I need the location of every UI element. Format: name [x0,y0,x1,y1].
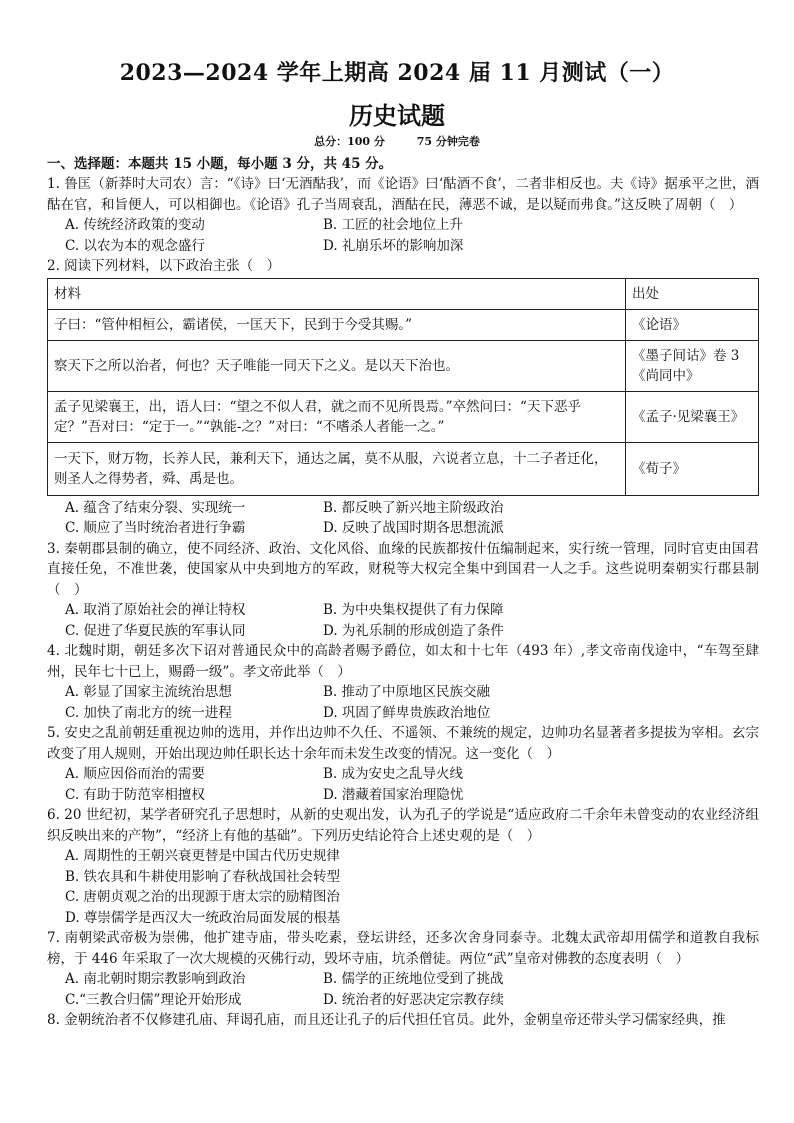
option-d: D. 反映了战国时期各思想流派 [323,520,504,536]
question-list [47,174,759,1031]
option-b: B. 都反映了新兴地主阶级政治 [323,499,504,516]
question-1-options [47,215,759,256]
option-b: B. 为中央集权提供了有力保障 [323,602,504,618]
question-7-stem: 7. 南朝梁武帝极为崇佛，他扩建寺庙，带头吃素，登坛讲经，还多次舍身同泰寺。北魏太武帝却用儒学和道教自我标榜，于 446 年采取了一次大规模的灭佛行动，毁坏寺庙，坑杀僧徒。两位“武”皇帝对佛教的态度表明（ ） [47,930,759,967]
table-row [48,309,759,340]
table-header-row [48,278,759,309]
table-row [48,442,759,495]
exam-meta [0,133,794,149]
question-7-options [47,969,759,1010]
option-c: C.“三教合归儒”理论开始形成 [65,991,242,1008]
option-a: A. 取消了原始社会的禅让特权 [65,602,246,618]
option-c: C. 促进了华夏民族的军事认同 [65,622,246,639]
table-header-source: 出处 [626,278,759,309]
question-6-options [47,846,759,928]
question-3-options [47,600,759,641]
time-limit: 75 分钟完卷 [416,135,480,148]
option-a: A. 彰显了国家主流统治思想 [65,684,232,700]
option-b: B. 工匠的社会地位上升 [323,217,464,233]
question-2-stem: 2. 阅读下列材料，以下政治主张（ ） [47,258,281,274]
option-c: C. 有助于防范宰相擅权 [65,786,205,803]
subject-title: 历史试题 [349,101,445,130]
table-cell-source: 《荀子》 [626,442,759,495]
option-a: A. 顺应因俗而治的需要 [65,766,205,782]
option-b: B. 儒学的正统地位受到了挑战 [323,971,504,987]
table-header-material: 材料 [48,278,626,309]
option-a: A. 传统经济政策的变动 [65,217,205,233]
option-d: D. 统治者的好恶决定宗教存续 [323,991,504,1008]
question-4-options [47,682,759,723]
question-5-stem: 5. 安史之乱前朝廷重视边帅的选用，并作出边帅不久任、不遥领、不兼统的规定，边帅功名显著者多提拔为宰相。玄宗改变了用人规则，开始出现边帅任职长达十余年而未发生改变的情况。这一变化（ ） [47,725,759,762]
option-c: C. 顺应了当时统治者进行争霸 [65,520,246,536]
option-d: D. 礼崩乐坏的影响加深 [323,237,464,254]
question-6-stem: 6. 20 世纪初，某学者研究孔子思想时，从新的史观出发，认为孔子的学说是“适应政府二千余年未曾变动的农业经济组织反映出来的产物”，“经济上有他的基础”。下列历史结论符合上述史观的是（ ） [47,807,759,844]
option-d: D. 尊崇儒学是西汉大一统政治局面发展的根基 [65,909,341,926]
total-score: 总分：100 分 [314,135,385,148]
table-cell-material: 孟子见梁襄王，出，语人曰：“望之不似人君，就之而不见所畏焉。”卒然问曰：“天下恶乎定？”吾对曰：“定于一。”“孰能-之？”对曰：“不嗜杀人者能一之。” [48,391,626,442]
table-row [48,391,759,442]
table-cell-source: 《论语》 [626,309,759,340]
table-cell-source: 《墨子间诂》卷 3《尚同中》 [626,340,759,391]
source-table [47,278,759,496]
table-cell-source: 《孟子·见梁襄王》 [626,391,759,442]
question-3-stem: 3. 秦朝郡县制的确立，使不同经济、政治、文化风俗、血缘的民族都按什伍编制起来，实行统一管理，同时官吏由国君直接任免，不准世袭，使国家从中央到地方的军政，财税等大权完全集中到国君一人之手。这些说明秦朝实行郡县制（ ） [47,540,759,598]
question-5-options [47,764,759,805]
exam-title: 2023—2024 学年上期高 2024 届 11 月测试（一） [119,60,675,86]
option-a: A. 南北朝时期宗教影响到政治 [65,971,246,987]
table-cell-material: 一天下，财万物，长养人民，兼利天下，通达之属，莫不从服，六说者立息，十二子者迁化，则圣人之得势者，舜、禹是也。 [48,442,626,495]
option-a: A. 周期性的王朝兴衰更替是中国古代历史规律 [65,848,340,864]
question-1-stem: 1. 鲁匡（新莽时大司农）言：“《诗》曰‘无酒酤我’，而《论语》曰‘酤酒不食’，二者非相反也。夫《诗》据承平之世，酒酤在官，和旨便人，可以相御也。《论语》孔子当周衰乱，酒酤在民，薄恶不诚，是以疑而弗食。”这反映了周朝（ ） [47,176,759,213]
option-d: D. 潜藏着国家治理隐忧 [323,786,464,803]
table-row [48,340,759,391]
section-heading: 一、选择题：本题共 15 小题，每小题 3 分，共 45 分。 [47,156,393,172]
option-b: B. 铁农具和牛耕使用影响了春秋战国社会转型 [65,868,341,885]
option-b: B. 成为安史之乱导火线 [323,766,464,782]
option-d: D. 为礼乐制的形成创造了条件 [323,622,504,639]
table-cell-material: 子曰：“管仲相桓公，霸诸侯，一匡天下，民到于今受其赐。” [48,309,626,340]
option-d: D. 巩固了鲜卑贵族政治地位 [323,704,491,721]
question-4-stem: 4. 北魏时期，朝廷多次下诏对普通民众中的高龄者赐予爵位，如太和十七年（493 年）,孝文帝南伐途中，“车驾至肆州，民年七十已上，赐爵一级”。孝文帝此举（ ） [47,643,759,680]
question-8-stem: 8. 金朝统治者不仅修建孔庙、拜谒孔庙，而且还让孔子的后代担任官员。此外，金朝皇帝还带头学习儒家经典，推 [47,1012,726,1028]
option-a: A. 蕴含了结束分裂、实现统一 [65,499,246,516]
option-c: C. 唐朝贞观之治的出现源于唐太宗的励精图治 [65,889,340,905]
question-2-options [47,498,759,539]
table-cell-material: 察天下之所以治者，何也？天子唯能一同天下之义。是以天下治也。 [48,340,626,391]
option-c: C. 加快了南北方的统一进程 [65,704,232,721]
option-b: B. 推动了中原地区民族交融 [323,684,491,700]
option-c: C. 以农为本的观念盛行 [65,237,205,254]
